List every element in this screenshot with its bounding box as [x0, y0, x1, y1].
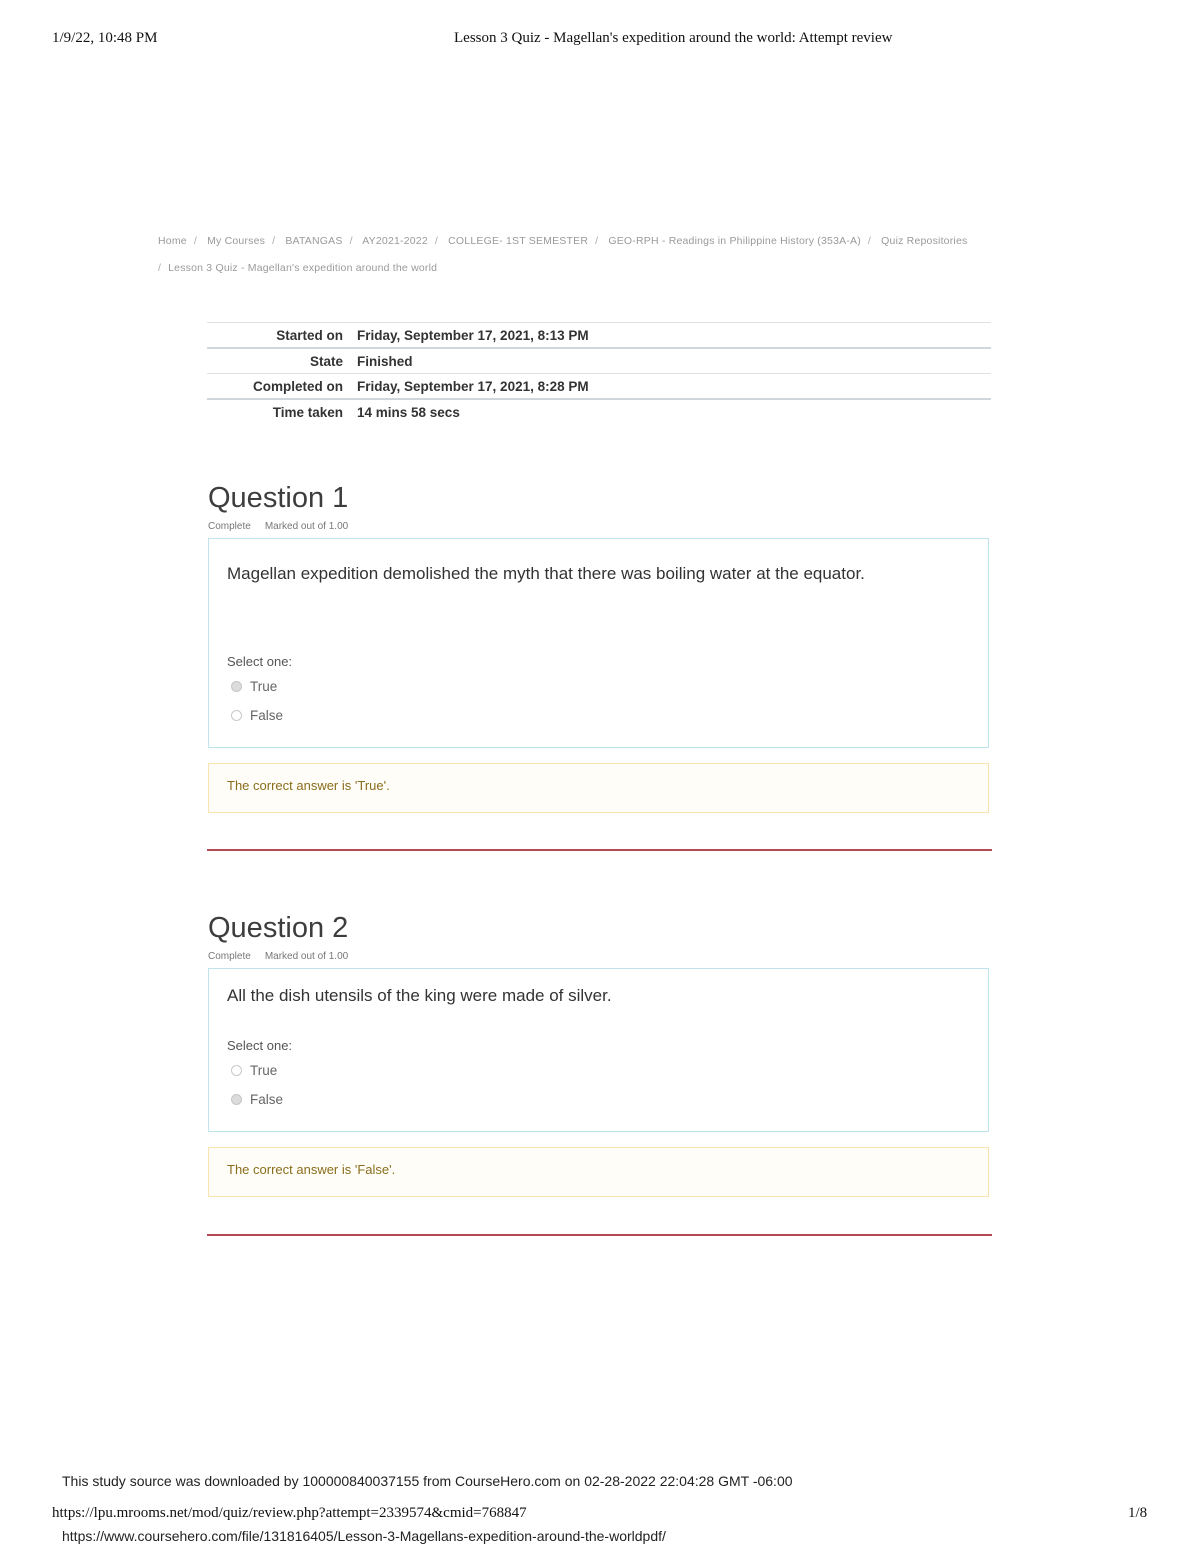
breadcrumb-home[interactable]: Home [158, 235, 187, 247]
answer-option-true[interactable] [231, 679, 277, 694]
answer-option-label: False [250, 1092, 284, 1107]
select-one-label: Select one: [227, 654, 293, 669]
radio-button[interactable] [231, 1065, 242, 1076]
breadcrumb-separator: / [595, 235, 599, 247]
breadcrumb-current-quiz[interactable]: Lesson 3 Quiz - Magellan's expedition around the world [168, 262, 438, 274]
print-page-url[interactable]: https://lpu.mrooms.net/mod/quiz/review.php?attempt=2339574&cmid=768847 [52, 1505, 527, 1521]
breadcrumb-campus[interactable]: BATANGAS [285, 235, 343, 247]
question-info [208, 951, 348, 962]
summary-row [207, 374, 991, 400]
radio-button-selected[interactable] [231, 1094, 242, 1105]
question-content-box [208, 538, 989, 748]
answer-option-true[interactable] [231, 1063, 277, 1078]
breadcrumb-line-2 [158, 262, 437, 274]
summary-label: Time taken [272, 404, 343, 420]
question-text: All the dish utensils of the king were made of silver. [227, 986, 612, 1005]
summary-value: Friday, September 17, 2021, 8:28 PM [357, 378, 589, 394]
question-content-box [208, 968, 989, 1132]
breadcrumb-separator: / [349, 235, 353, 247]
breadcrumb-academic-year[interactable]: AY2021-2022 [362, 235, 428, 247]
download-notice: This study source was downloaded by 100000840037155 from CourseHero.com on 02-28-2022 22:04:28 GMT -06:00 [62, 1473, 793, 1489]
summary-row [207, 323, 991, 349]
summary-label: Started on [276, 327, 343, 343]
question-marks: Marked out of 1.00 [264, 951, 349, 962]
breadcrumb [158, 235, 967, 247]
print-page-title: Lesson 3 Quiz - Magellan's expedition around the world: Attempt review [454, 30, 893, 46]
breadcrumb-separator: / [272, 235, 276, 247]
question-title: Question 1 [208, 482, 349, 514]
correct-answer-feedback: The correct answer is 'False'. [208, 1147, 989, 1197]
question-divider [207, 1234, 992, 1236]
question-text: Magellan expedition demolished the myth that there was boiling water at the equator. [227, 564, 865, 583]
question-divider [207, 849, 992, 851]
print-datetime: 1/9/22, 10:48 PM [52, 30, 158, 46]
attempt-summary-table [207, 322, 991, 424]
question-status: Complete [208, 951, 251, 962]
radio-button[interactable] [231, 710, 242, 721]
answer-option-label: False [250, 708, 284, 723]
summary-row [207, 399, 991, 424]
select-one-label: Select one: [227, 1038, 293, 1053]
breadcrumb-separator: / [434, 235, 439, 247]
correct-answer-feedback: The correct answer is 'True'. [208, 763, 989, 813]
question-title: Question 2 [208, 912, 349, 944]
answer-option-label: True [250, 679, 278, 694]
summary-label: State [309, 353, 343, 369]
question-status: Complete [208, 521, 251, 532]
summary-value: Finished [357, 353, 413, 369]
question-marks: Marked out of 1.00 [264, 521, 349, 532]
summary-label: Completed on [253, 378, 343, 394]
summary-row [207, 348, 991, 374]
answer-option-false[interactable] [231, 1092, 283, 1107]
breadcrumb-separator: / [867, 235, 872, 247]
breadcrumb-my-courses[interactable]: My Courses [207, 235, 266, 247]
answer-option-label: True [250, 1063, 278, 1078]
breadcrumb-quiz-repositories[interactable]: Quiz Repositories [881, 235, 968, 247]
breadcrumb-separator: / [193, 235, 197, 247]
breadcrumb-course[interactable]: GEO-RPH - Readings in Philippine History (353A-A) [608, 235, 861, 247]
answer-option-false[interactable] [231, 708, 283, 723]
summary-value: 14 mins 58 secs [357, 404, 460, 420]
summary-value: Friday, September 17, 2021, 8:13 PM [357, 327, 589, 343]
question-info [208, 521, 348, 532]
breadcrumb-separator: / [158, 262, 162, 274]
radio-button-selected[interactable] [231, 681, 242, 692]
source-url[interactable]: https://www.coursehero.com/file/131816405/Lesson-3-Magellans-expedition-around-the-worldpdf/ [62, 1528, 666, 1544]
breadcrumb-semester[interactable]: COLLEGE- 1ST SEMESTER [448, 235, 589, 247]
print-page-number: 1/8 [1128, 1505, 1148, 1521]
